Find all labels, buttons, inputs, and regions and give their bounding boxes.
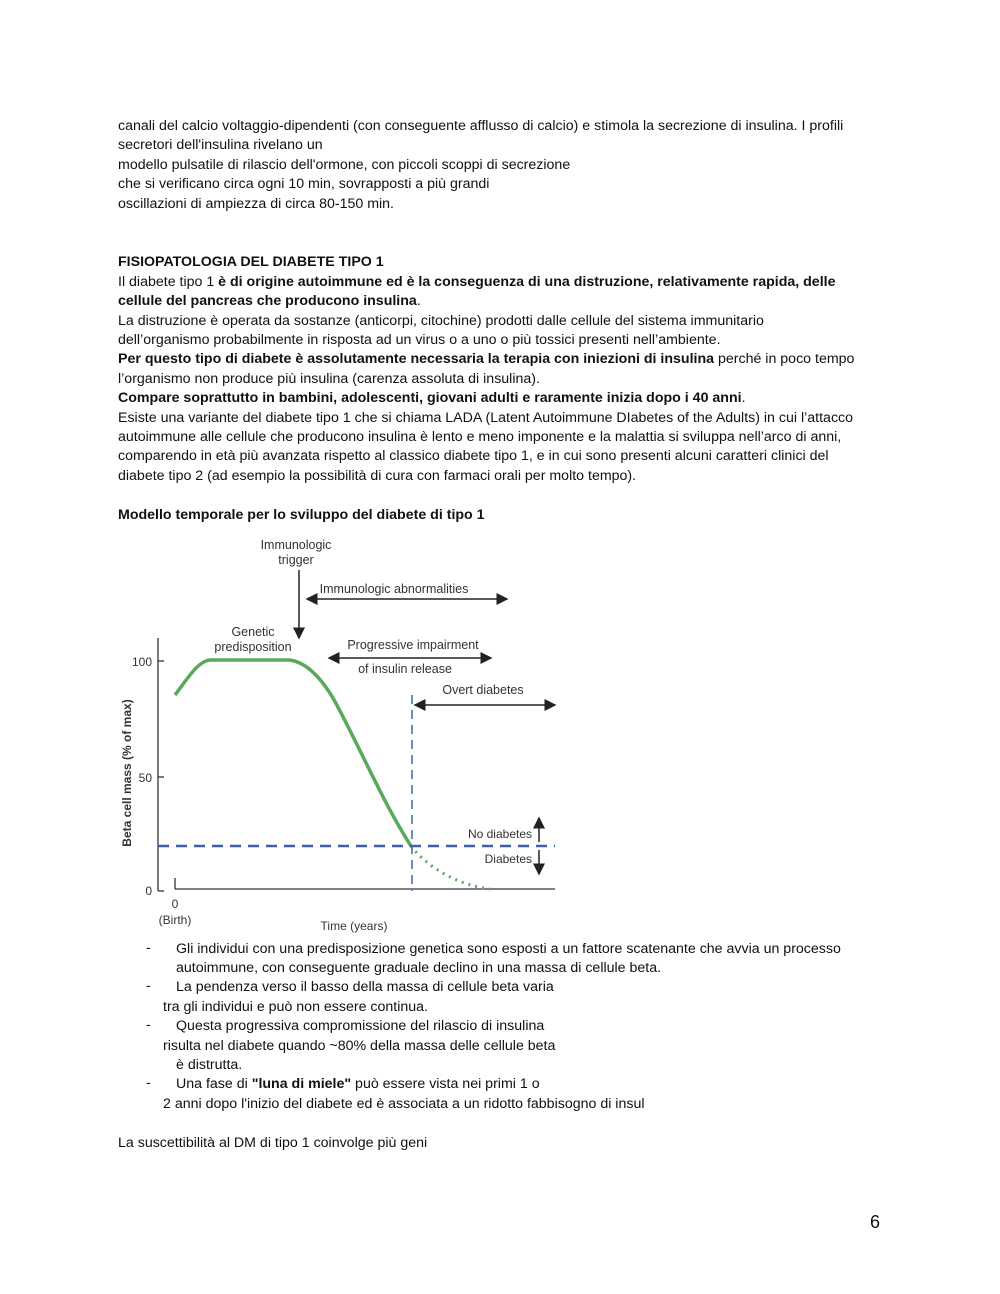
ytick-0: 0 bbox=[145, 884, 152, 898]
xtick-birth: (Birth) bbox=[158, 913, 192, 927]
bullet-4-text-a: Una fase di bbox=[176, 1076, 252, 1092]
p2-line-2: dell’organismo probabilmente in risposta ad un virus o a uno o più tossici presenti nell’ambiente. bbox=[118, 332, 721, 348]
intro-line-1: canali del calcio voltaggio-dipendenti (con conseguente afflusso di calcio) e stimola la secrezione di insulina. I profili bbox=[118, 118, 844, 134]
bullet-4-text-bold: "luna di miele" bbox=[251, 1076, 352, 1092]
p1-text-b: è di origine autoimmune ed è la conseguenza di una distruzione, relativamente rapida, delle bbox=[218, 274, 836, 290]
bullet-3-line-1: Questa progressiva compromissione del rilascio di insulina bbox=[176, 1018, 545, 1034]
closing-line: La suscettibilità al DM di tipo 1 coinvolge più geni bbox=[118, 1135, 428, 1151]
beta-cell-curve bbox=[175, 660, 411, 846]
x-axis-label: Time (years) bbox=[320, 919, 388, 933]
xtick-0: 0 bbox=[171, 897, 179, 911]
p3-rest: perché in poco tempo bbox=[714, 351, 855, 367]
section-title: FISIOPATOLOGIA DEL DIABETE TIPO 1 bbox=[118, 254, 384, 270]
bullet-dash-1: - bbox=[146, 940, 151, 956]
immunologic-trigger-label-2: trigger bbox=[278, 553, 314, 567]
p3-line-2: l’organismo non produce più insulina (carenza assoluta di insulina). bbox=[118, 371, 540, 387]
bullet-1-line-1: Gli individui con una predisposizione genetica sono esposti a un fattore scatenante che avvia un processo bbox=[176, 941, 841, 957]
progressive-label-2: of insulin release bbox=[358, 662, 452, 676]
intro-line-5: oscillazioni di ampiezza di circa 80-150 min. bbox=[118, 196, 394, 212]
bullet-dash-3: - bbox=[146, 1017, 151, 1033]
p4-bold: Compare soprattutto in bambini, adolescenti, giovani adulti e raramente inizia dopo i 40 anni bbox=[118, 390, 742, 406]
y-axis-label: Beta cell mass (% of max) bbox=[120, 699, 134, 847]
p3-line-1 bbox=[118, 350, 854, 369]
bullet-dash-4: - bbox=[146, 1075, 151, 1091]
bullet-3-line-3: è distrutta. bbox=[176, 1057, 243, 1073]
bullet-2-line-1: La pendenza verso il basso della massa di cellule beta varia bbox=[176, 979, 554, 995]
beta-cell-diagram bbox=[118, 533, 578, 938]
p5-line-3: comparendo in età più avanzata rispetto al classico diabete tipo 1, e in cui sono presenti alcuni caratteri clinici del bbox=[118, 448, 829, 464]
genetic-label-1: Genetic bbox=[231, 625, 275, 639]
bullet-4-line-1 bbox=[176, 1075, 540, 1094]
beta-cell-figure bbox=[118, 533, 578, 938]
p5-line-4: diabete tipo 2 (ad esempio la possibilità di cura con farmaci orali per molto tempo). bbox=[118, 468, 637, 484]
figure-title: Modello temporale per lo sviluppo del diabete di tipo 1 bbox=[118, 507, 485, 523]
bullet-4-line-2: 2 anni dopo l'inizio del diabete ed è associata a un ridotto fabbisogno di insul bbox=[163, 1096, 645, 1112]
genetic-label-2: predisposition bbox=[214, 640, 292, 654]
p1-text-c: cellule del pancreas che producono insulina bbox=[118, 293, 417, 309]
p1-line-2 bbox=[118, 292, 421, 311]
p1-text-d: . bbox=[416, 293, 421, 309]
beta-cell-curve-dotted bbox=[411, 846, 490, 889]
bullet-dash-2: - bbox=[146, 978, 151, 994]
p1-text-a: Il diabete tipo 1 bbox=[118, 274, 219, 290]
bullet-1-line-2: autoimmune, con conseguente graduale declino in una massa di cellule beta. bbox=[176, 960, 662, 976]
bullet-2-line-2: tra gli individui e può non essere continua. bbox=[163, 999, 429, 1015]
p5-line-2: autoimmune alle cellule che producono insulina è lento e meno imponente e la malattia si sviluppa nell’arco di anni, bbox=[118, 429, 842, 445]
intro-line-2: secretori dell'insulina rivelano un bbox=[118, 137, 323, 153]
p5-line-1: Esiste una variante del diabete tipo 1 che si chiama LADA (Latent Autoimmune DIabetes of the Adults) in cui l’attacco bbox=[118, 410, 854, 426]
p4-line bbox=[118, 389, 746, 408]
ytick-100: 100 bbox=[131, 655, 152, 669]
ytick-50: 50 bbox=[138, 771, 152, 785]
bullet-3-line-2: risulta nel diabete quando ~80% della massa delle cellule beta bbox=[163, 1038, 556, 1054]
overt-diabetes-label: Overt diabetes bbox=[442, 683, 524, 697]
progressive-label-1: Progressive impairment bbox=[347, 638, 479, 652]
p1-line-1 bbox=[118, 273, 835, 292]
page-number: 6 bbox=[870, 1212, 881, 1232]
diabetes-label: Diabetes bbox=[484, 852, 532, 866]
p4-rest: . bbox=[741, 390, 746, 406]
intro-line-4: che si verificano circa ogni 10 min, sovrapposti a più grandi bbox=[118, 176, 490, 192]
no-diabetes-label: No diabetes bbox=[467, 827, 532, 841]
bullet-4-text-c: può essere vista nei primi 1 o bbox=[351, 1076, 540, 1092]
immunologic-trigger-label-1: Immunologic bbox=[260, 538, 332, 552]
p3-bold: Per questo tipo di diabete è assolutamente necessaria la terapia con iniezioni di insulina bbox=[118, 351, 715, 367]
p2-line-1: La distruzione è operata da sostanze (anticorpi, citochine) prodotti dalle cellule del sistema immunitario bbox=[118, 313, 764, 329]
immunologic-abnormalities-label: Immunologic abnormalities bbox=[319, 582, 469, 596]
intro-line-3: modello pulsatile di rilascio dell'ormone, con piccoli scoppi di secrezione bbox=[118, 157, 571, 173]
